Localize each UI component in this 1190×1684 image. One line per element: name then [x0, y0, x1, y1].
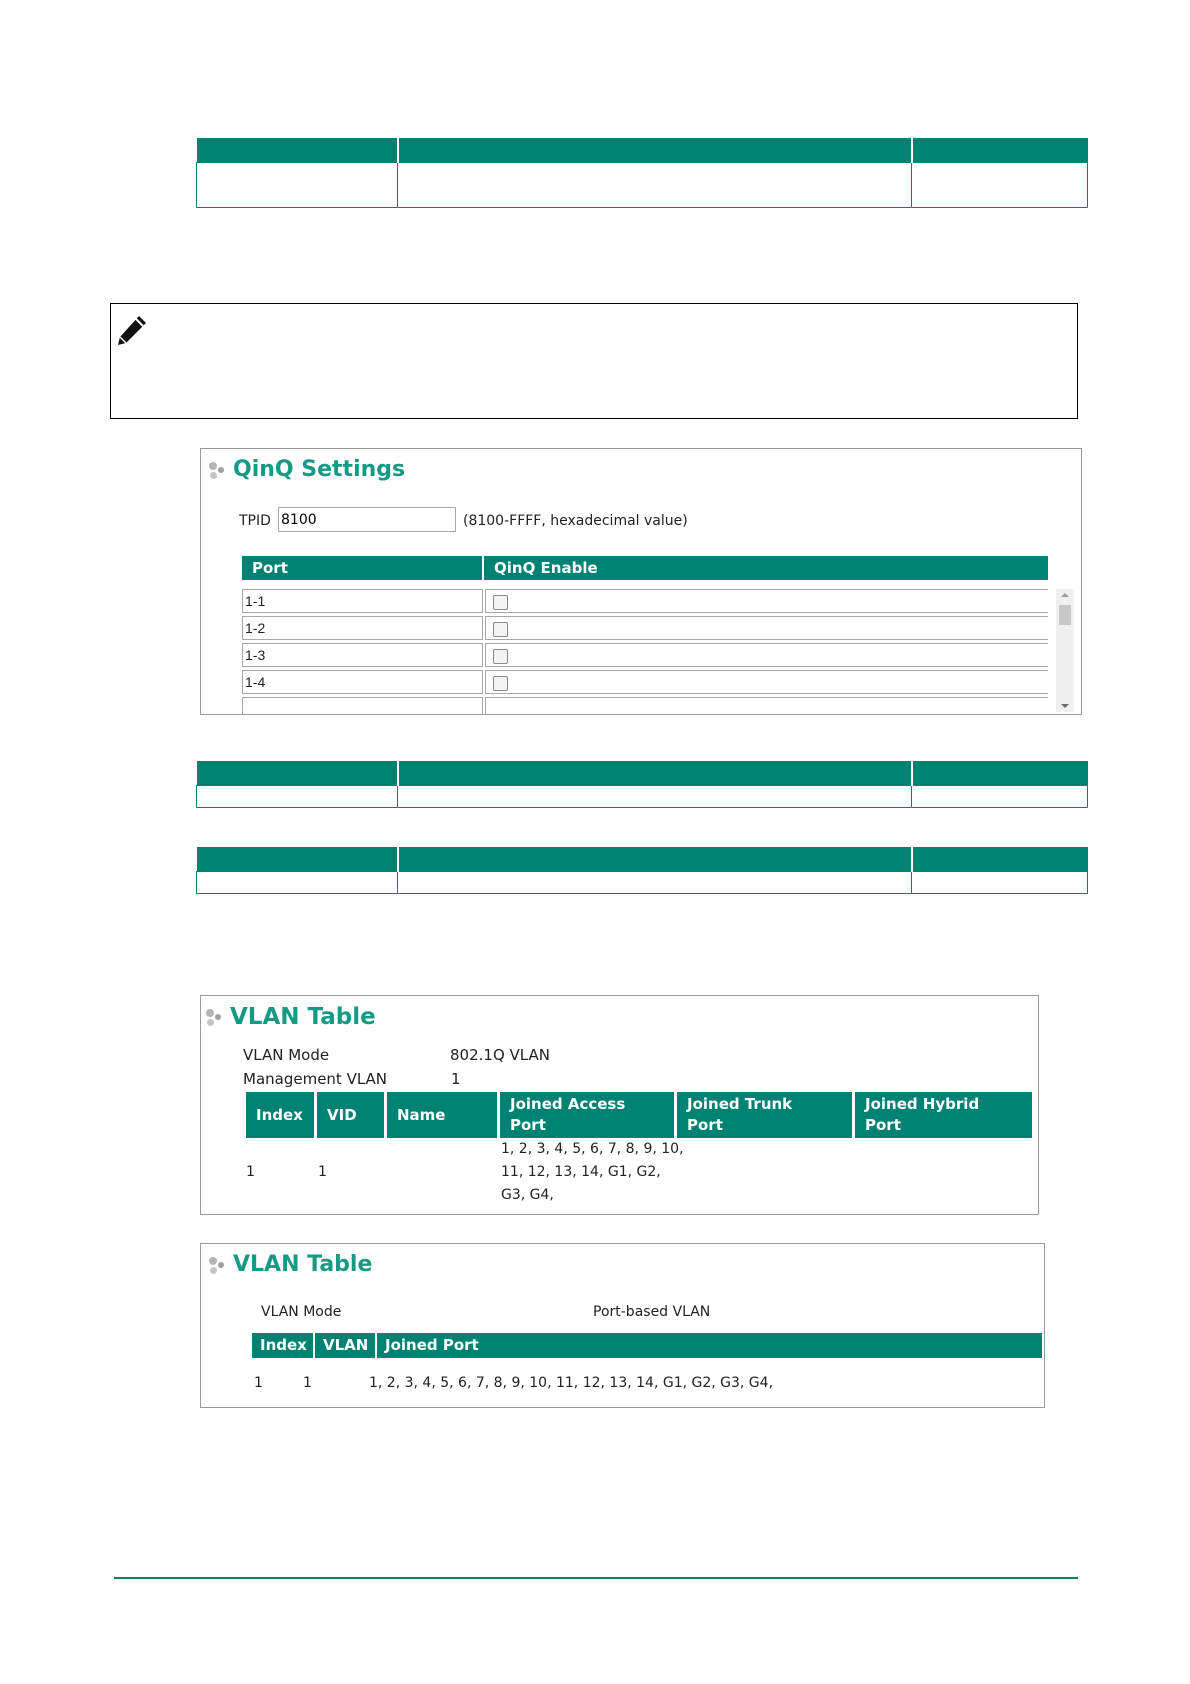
table-header-row [197, 847, 1088, 872]
vlan-mode-label: VLAN Mode [243, 1046, 330, 1064]
qinq-enable-checkbox[interactable] [493, 595, 508, 610]
table-row [242, 670, 1048, 694]
footer-rule [114, 1577, 1078, 1579]
joined-access-port-cell-line2: 11, 12, 13, 14, G1, G2, [501, 1164, 661, 1180]
vlan-mode-label: VLAN Mode [261, 1304, 342, 1320]
vlan-table-header [252, 1333, 1042, 1358]
vlan-table-panel-port-based [200, 1243, 1045, 1408]
bullet-dots-icon [209, 460, 229, 480]
tpid-hint: (8100-FFFF, hexadecimal value) [463, 513, 688, 529]
qinq-enable-cell [485, 643, 1048, 667]
vlan-column-header: VLAN [313, 1333, 375, 1358]
table-header-row [197, 138, 1088, 163]
table-row [197, 163, 1088, 208]
panel-title [209, 457, 405, 482]
table-row [197, 786, 1088, 808]
qinq-enable-checkbox[interactable] [493, 622, 508, 637]
joined-trunk-port-column-header: Joined Trunk Port [674, 1092, 852, 1138]
index-cell: 1 [246, 1164, 255, 1180]
bullet-dots-icon [206, 1007, 226, 1027]
table-header-row [197, 761, 1088, 786]
qinq-title: QinQ Settings [233, 457, 406, 482]
table-row [197, 872, 1088, 894]
qinq-table-body [242, 585, 1048, 714]
vlan-table-header [246, 1092, 1032, 1138]
table-row [242, 643, 1048, 667]
vid-cell: 1 [318, 1164, 327, 1180]
vlan-table-title: VLAN Table [230, 1004, 376, 1030]
vid-column-header: VID [314, 1092, 384, 1138]
joined-access-port-cell-line1: 1, 2, 3, 4, 5, 6, 7, 8, 9, 10, [501, 1141, 684, 1157]
qinq-settings-panel [200, 448, 1082, 715]
port-cell: 1-3 [242, 643, 483, 667]
bullet-dots-icon [209, 1255, 229, 1275]
name-column-header: Name [384, 1092, 497, 1138]
table-row [242, 616, 1048, 640]
tpid-input[interactable] [278, 507, 456, 532]
reference-table-top [196, 138, 1088, 208]
vlan-cell: 1 [303, 1375, 312, 1391]
qinq-enable-cell [485, 670, 1048, 694]
joined-access-port-column-header: Joined Access Port [497, 1092, 674, 1138]
table-row [252, 1375, 1042, 1397]
qinq-enable-column-header: QinQ Enable [494, 559, 598, 577]
qinq-table-scrollbar[interactable] [1056, 589, 1074, 712]
joined-access-port-cell-line3: G3, G4, [501, 1187, 554, 1203]
reference-table-middle [196, 761, 1088, 808]
qinq-enable-checkbox[interactable] [493, 676, 508, 691]
table-row [246, 1141, 1032, 1211]
management-vlan-label: Management VLAN [243, 1070, 388, 1088]
qinq-enable-checkbox[interactable] [493, 649, 508, 664]
joined-hybrid-port-column-header: Joined Hybrid Port [852, 1092, 1032, 1138]
qinq-enable-cell [485, 589, 1048, 613]
table-row-partial [242, 697, 1048, 714]
vlan-mode-value: Port-based VLAN [593, 1304, 711, 1320]
port-cell: 1-1 [242, 589, 483, 613]
joined-port-cell: 1, 2, 3, 4, 5, 6, 7, 8, 9, 10, 11, 12, 13, 14, G1, G2, G3, G4, [369, 1375, 774, 1391]
port-cell: 1-4 [242, 670, 483, 694]
reference-table-lower [196, 847, 1088, 894]
panel-title [206, 1004, 376, 1030]
scroll-down-icon[interactable] [1056, 700, 1074, 712]
vlan-table-title: VLAN Table [233, 1252, 373, 1277]
index-column-header: Index [260, 1336, 307, 1354]
pencil-icon [115, 313, 149, 347]
qinq-enable-cell [485, 616, 1048, 640]
index-cell: 1 [254, 1375, 263, 1391]
note-box [110, 303, 1078, 419]
vlan-mode-value: 802.1Q VLAN [450, 1046, 550, 1064]
scroll-up-icon[interactable] [1056, 589, 1074, 601]
port-column-header: Port [242, 556, 484, 580]
table-row [242, 589, 1048, 613]
qinq-table-header [242, 556, 1048, 580]
joined-port-column-header: Joined Port [375, 1333, 1042, 1358]
vlan-table-panel-8021q [200, 995, 1039, 1215]
panel-title [209, 1252, 372, 1277]
scrollbar-thumb[interactable] [1059, 605, 1071, 625]
tpid-label: TPID [239, 513, 271, 529]
port-cell: 1-2 [242, 616, 483, 640]
index-column-header: Index [256, 1106, 303, 1124]
management-vlan-value: 1 [451, 1070, 461, 1088]
